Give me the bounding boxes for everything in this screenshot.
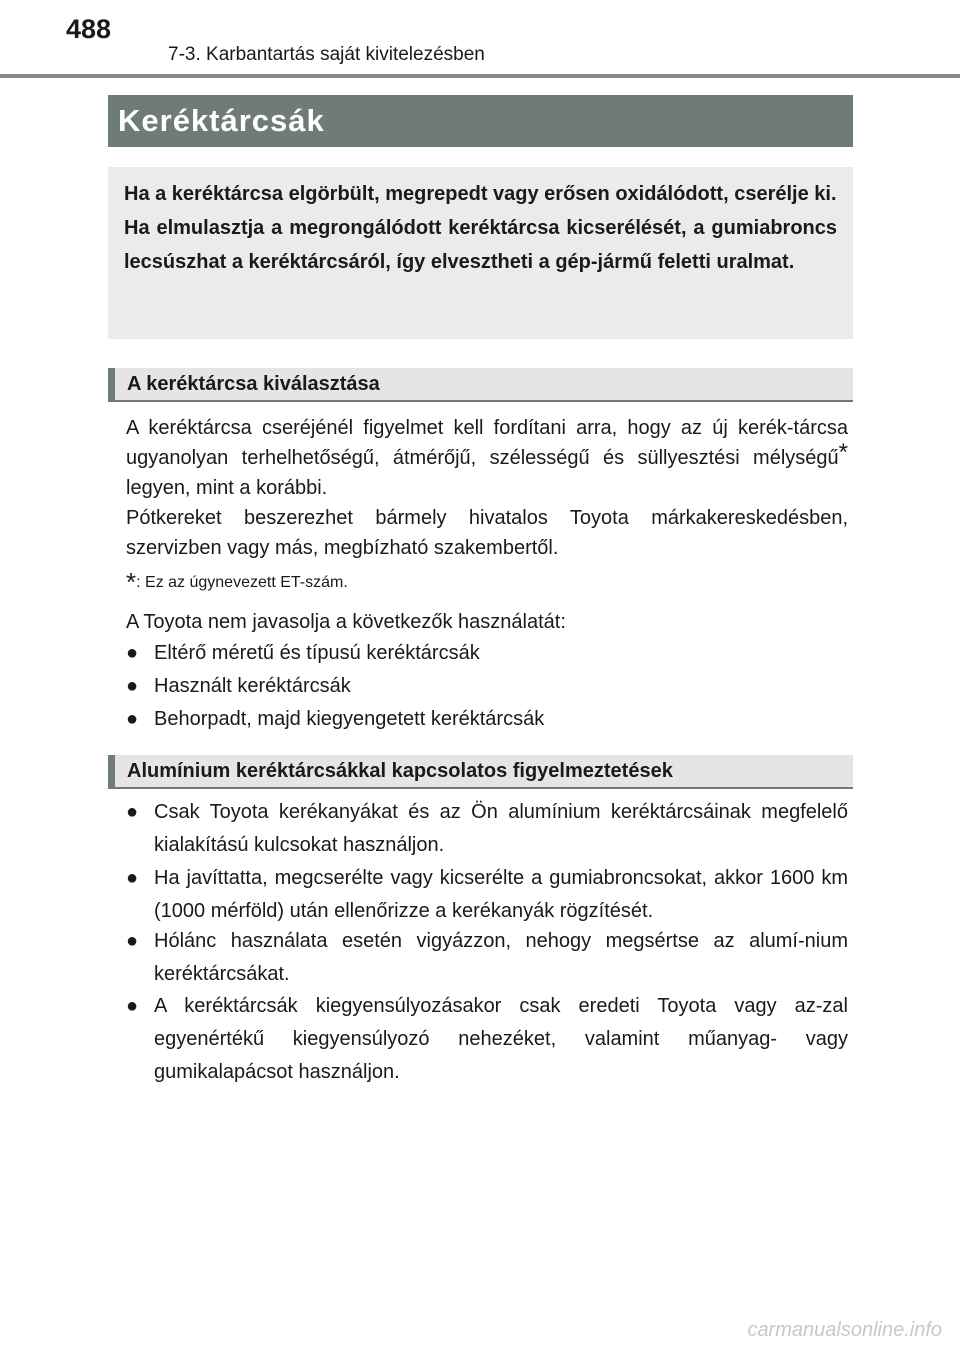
list-item-text: Eltérő méretű és típusú keréktárcsák bbox=[154, 642, 480, 664]
list-item-text: A keréktárcsák kiegyensúlyozásakor csak eredeti Toyota vagy az-zal egyenértékű kiegyensúlyozó nehezéket, valamint műanyag- vagy gumikalapácsot használjon. bbox=[154, 995, 848, 1083]
bullet-icon: ● bbox=[126, 708, 139, 730]
bullet-icon: ● bbox=[126, 995, 139, 1017]
chapter-title: 7-3. Karbantartás saját kivitelezésben bbox=[168, 44, 485, 65]
bullet-icon: ● bbox=[126, 930, 139, 952]
list-item bbox=[126, 637, 848, 670]
subheading-selection bbox=[108, 368, 853, 402]
footnote-star: * bbox=[126, 567, 137, 597]
list-item bbox=[126, 990, 848, 1089]
list-item-text: Csak Toyota kerékanyákat és az Ön alumínium keréktárcsáinak megfelelő kialakítású kulcsokat használjon. bbox=[154, 801, 848, 856]
bullet-icon: ● bbox=[126, 801, 139, 823]
selection-paragraph-2: Pótkereket beszerezhet bármely hivatalos Toyota márkakereskedésben, szervizben vagy más, megbízható szakembertől. bbox=[126, 507, 848, 559]
bullet-icon: ● bbox=[126, 675, 139, 697]
list-item bbox=[126, 670, 848, 703]
footnote bbox=[126, 567, 348, 598]
list-item-text: Használt keréktárcsák bbox=[154, 675, 351, 697]
subheading-alloy bbox=[108, 755, 853, 789]
subheading-alloy-label: Alumínium keréktárcsákkal kapcsolatos figyelmeztetések bbox=[127, 759, 673, 782]
section-title: Keréktárcsák bbox=[118, 103, 325, 138]
selection-intro: A Toyota nem javasolja a következők használatát: bbox=[126, 611, 566, 633]
list-item bbox=[126, 703, 848, 736]
asterisk-mark: * bbox=[838, 439, 848, 467]
list-item bbox=[126, 862, 848, 928]
selection-paragraph-1: A keréktárcsa cseréjénél figyelmet kell fordítani arra, hogy az új kerék-tárcsa ugyanolyan terhelhetőségű, átmérőjű, szélességű és süllyesztési mélységű* legyen, mint a korábbi. bbox=[126, 417, 848, 499]
list-item-text: Ha javíttatta, megcserélte vagy kicserélte a gumiabroncsokat, akkor 1600 km (1000 mérföld) után ellenőrizze a kerékanyák rögzítését. bbox=[154, 867, 848, 922]
selection-body bbox=[126, 413, 848, 563]
warning-box bbox=[108, 167, 853, 339]
bullet-icon: ● bbox=[126, 642, 139, 664]
subheading-selection-label: A keréktárcsa kiválasztása bbox=[127, 372, 380, 395]
watermark: carmanualsonline.info bbox=[747, 1319, 942, 1341]
footnote-text: : Ez az úgynevezett ET-szám. bbox=[136, 574, 348, 591]
list-item-text: Hólánc használata esetén vigyázzon, nehogy megsértse az alumí-nium keréktárcsákat. bbox=[154, 930, 848, 985]
header-rule bbox=[0, 74, 960, 78]
warning-line-1: Ha a keréktárcsa elgörbült, megrepedt vagy erősen oxidálódott, cserélje ki. bbox=[124, 183, 837, 205]
section-title-bar bbox=[108, 95, 853, 147]
list-item bbox=[126, 925, 848, 991]
warning-line-2: Ha elmulasztja a megrongálódott keréktárcsa kicserélését, a gumiabroncs lecsúszhat a keréktárcsáról, így elvesztheti a gép-jármű feletti uralmat. bbox=[124, 217, 837, 273]
list-item-text: Behorpadt, majd kiegyengetett keréktárcsák bbox=[154, 708, 545, 730]
page-number: 488 bbox=[66, 14, 112, 44]
list-item bbox=[126, 796, 848, 862]
bullet-icon: ● bbox=[126, 867, 139, 889]
